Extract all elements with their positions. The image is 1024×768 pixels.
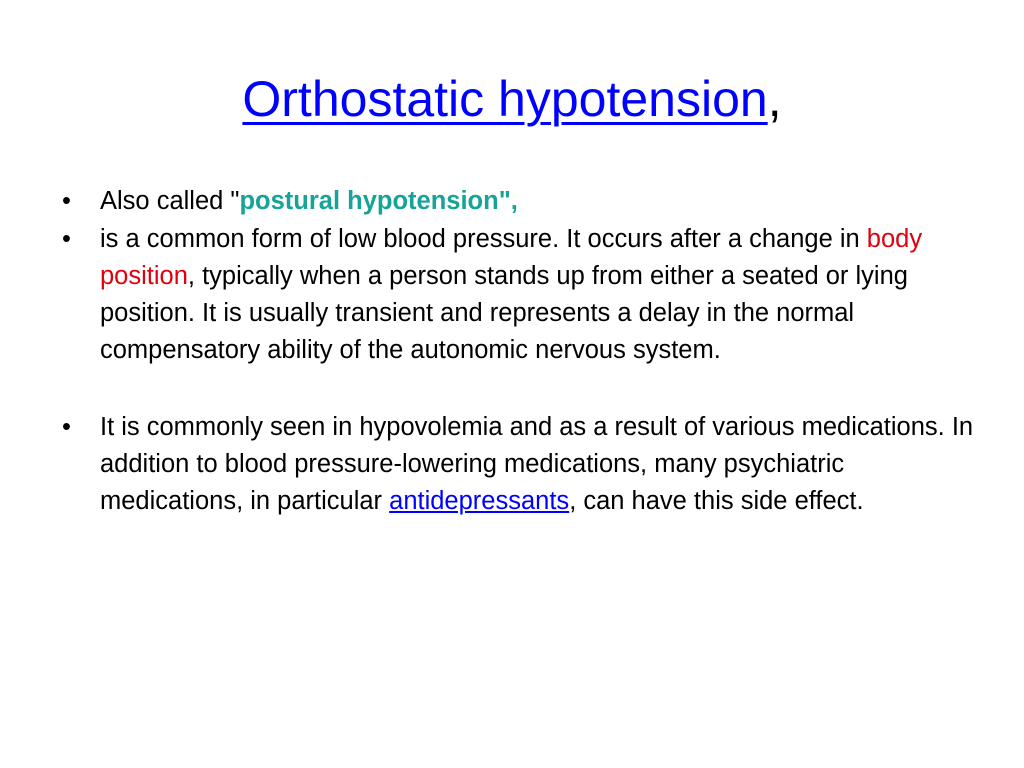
bullet-icon: • [62, 225, 71, 253]
bullet-icon: • [62, 187, 71, 215]
bullet-item-definition [56, 221, 976, 369]
bullet-text-continued: , typically when a person stands up from either a seated or lying position. It is usually transient and represents a delay in the normal compensatory ability of the autonomic nervous system. [100, 262, 908, 364]
bullet-icon: • [62, 413, 71, 441]
bullet-text-continued: , can have this side effect. [569, 487, 864, 515]
title-suffix: , [767, 71, 782, 127]
slide-title [0, 64, 1024, 134]
title-link[interactable]: Orthostatic hypotension [242, 71, 768, 127]
bullet-text: is a common form of low blood pressure. It occurs after a change in [100, 225, 867, 253]
antidepressants-link[interactable]: antidepressants [389, 487, 570, 515]
postural-hypotension-highlight: postural hypotension", [239, 187, 518, 215]
bullet-list [56, 183, 976, 521]
bullet-item-also-called [56, 183, 976, 220]
bullet-text: It is commonly seen in hypovolemia and as a result of various medications. In addition to blood pressure-lowering medications, many psychiatric medications, in particular [100, 413, 974, 515]
body-position-highlight: body position [100, 225, 923, 290]
bullet-text: Also called " [100, 187, 240, 215]
bullet-item-causes [56, 409, 976, 520]
